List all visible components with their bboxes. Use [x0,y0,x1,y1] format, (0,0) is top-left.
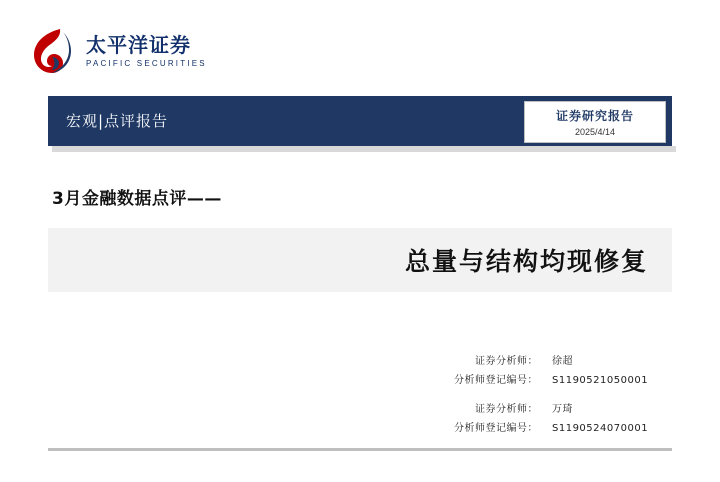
pacific-securities-logo-icon [30,27,76,75]
analyst-label: 证券分析师： [475,404,538,415]
company-logo [30,22,330,80]
analyst-info [340,352,672,448]
analyst-name-row [340,400,672,415]
logo-text [86,32,207,68]
analyst-entry [340,400,672,434]
report-subtitle: 3月金融数据点评—— [52,189,222,209]
research-report-label: 证券研究报告 [555,109,634,123]
company-name-cn: 太平洋证券 [86,32,191,57]
footer-divider [48,448,672,451]
report-category: 宏观|点评报告 [66,112,169,130]
analyst-name-row [340,352,672,367]
company-name-en: PACIFIC SECURITIES [86,58,207,68]
analyst-name: 万琦 [552,404,573,415]
analyst-license-row [340,419,672,434]
report-date: 2025/4/14 [574,127,616,137]
analyst-label: 证券分析师： [475,356,538,367]
report-banner [48,96,672,146]
research-report-badge [524,101,666,143]
license-number: S1190521050001 [552,375,649,386]
license-label: 分析师登记编号： [454,423,538,434]
banner-shadow [52,146,676,152]
report-main-title: 总量与结构均现修复 [404,247,648,276]
analyst-entry [340,352,672,386]
analyst-license-row [340,371,672,386]
title-block [48,168,672,300]
analyst-name: 徐超 [552,356,573,367]
license-label: 分析师登记编号： [454,375,538,386]
license-number: S1190524070001 [552,423,649,434]
